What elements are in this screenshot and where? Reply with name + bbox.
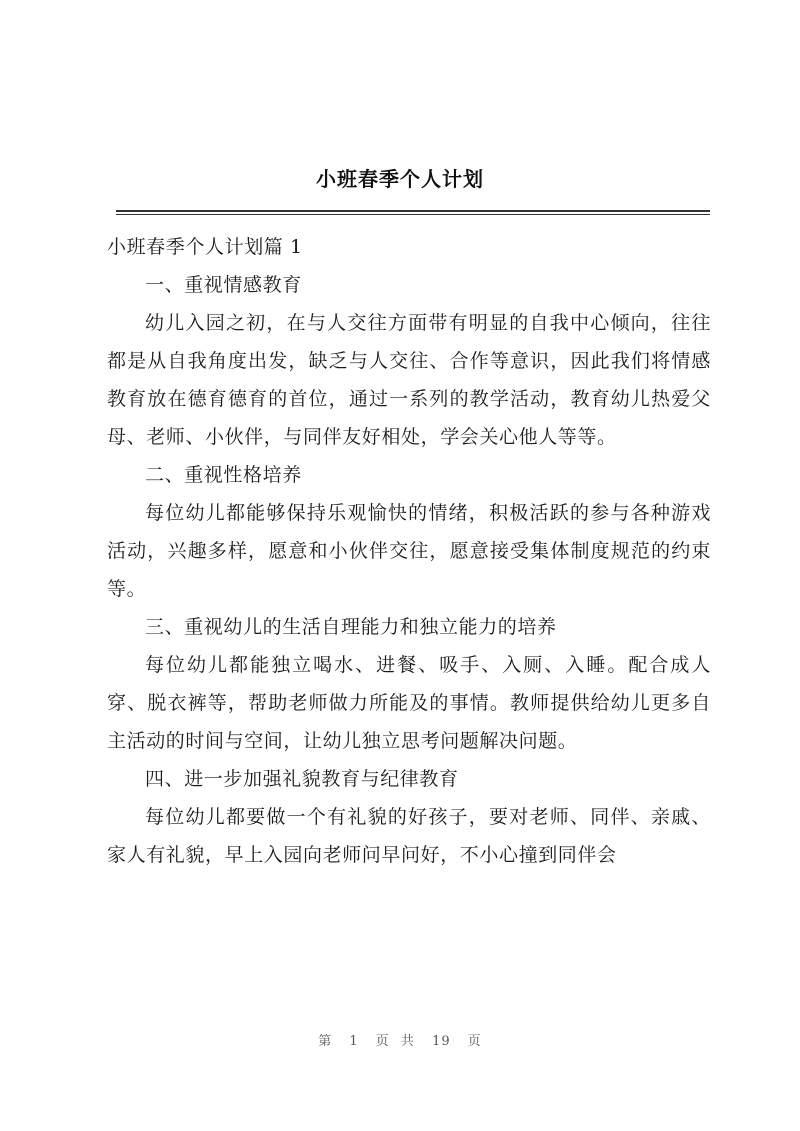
heading-character-development: 二、重视性格培养 [145, 464, 302, 486]
section-heading: 小班春季个人计划篇 1 [107, 236, 303, 258]
document-body [107, 228, 711, 874]
footer-suffix: 页 [467, 1034, 482, 1049]
heading-self-care-ability: 三、重视幼儿的生活自理能力和独立能力的培养 [145, 616, 557, 638]
paragraph: 每位幼儿都能独立喝水、进餐、吸手、入厕、入睡。配合成人穿、脱衣裤等，帮助老师做力所能及的事情。教师提供给幼儿更多自主活动的时间与空间，让幼儿独立思考问题解决问题。 [107, 654, 711, 752]
title-divider [116, 210, 710, 212]
paragraph: 每位幼儿都要做一个有礼貌的好孩子，要对老师、同伴、亲戚、家人有礼貌，早上入园向老师问早问好，不小心撞到同伴会 [107, 806, 711, 866]
heading-emotional-education: 一、重视情感教育 [145, 274, 302, 296]
page-title: 小班春季个人计划 [316, 167, 484, 191]
footer-prefix: 第 [318, 1034, 333, 1049]
heading-manners-discipline: 四、进一步加强礼貌教育与纪律教育 [145, 768, 459, 790]
title-divider-thin [116, 214, 710, 215]
footer-page-number: 1 [349, 1034, 359, 1049]
page-footer [0, 1030, 800, 1049]
paragraph: 每位幼儿都能够保持乐观愉快的情绪，积极活跃的参与各种游戏活动，兴趣多样，愿意和小伙伴交往，愿意接受集体制度规范的约束等。 [107, 502, 711, 600]
footer-middle: 页 共 [375, 1034, 415, 1049]
footer-total-pages: 19 [432, 1034, 451, 1049]
paragraph: 幼儿入园之初，在与人交往方面带有明显的自我中心倾向，往往都是从自我角度出发，缺乏与人交往、合作等意识，因此我们将情感教育放在德育德育的首位，通过一系列的教学活动，教育幼儿热爱父母、老师、小伙伴，与同伴友好相处，学会关心他人等等。 [107, 312, 711, 448]
